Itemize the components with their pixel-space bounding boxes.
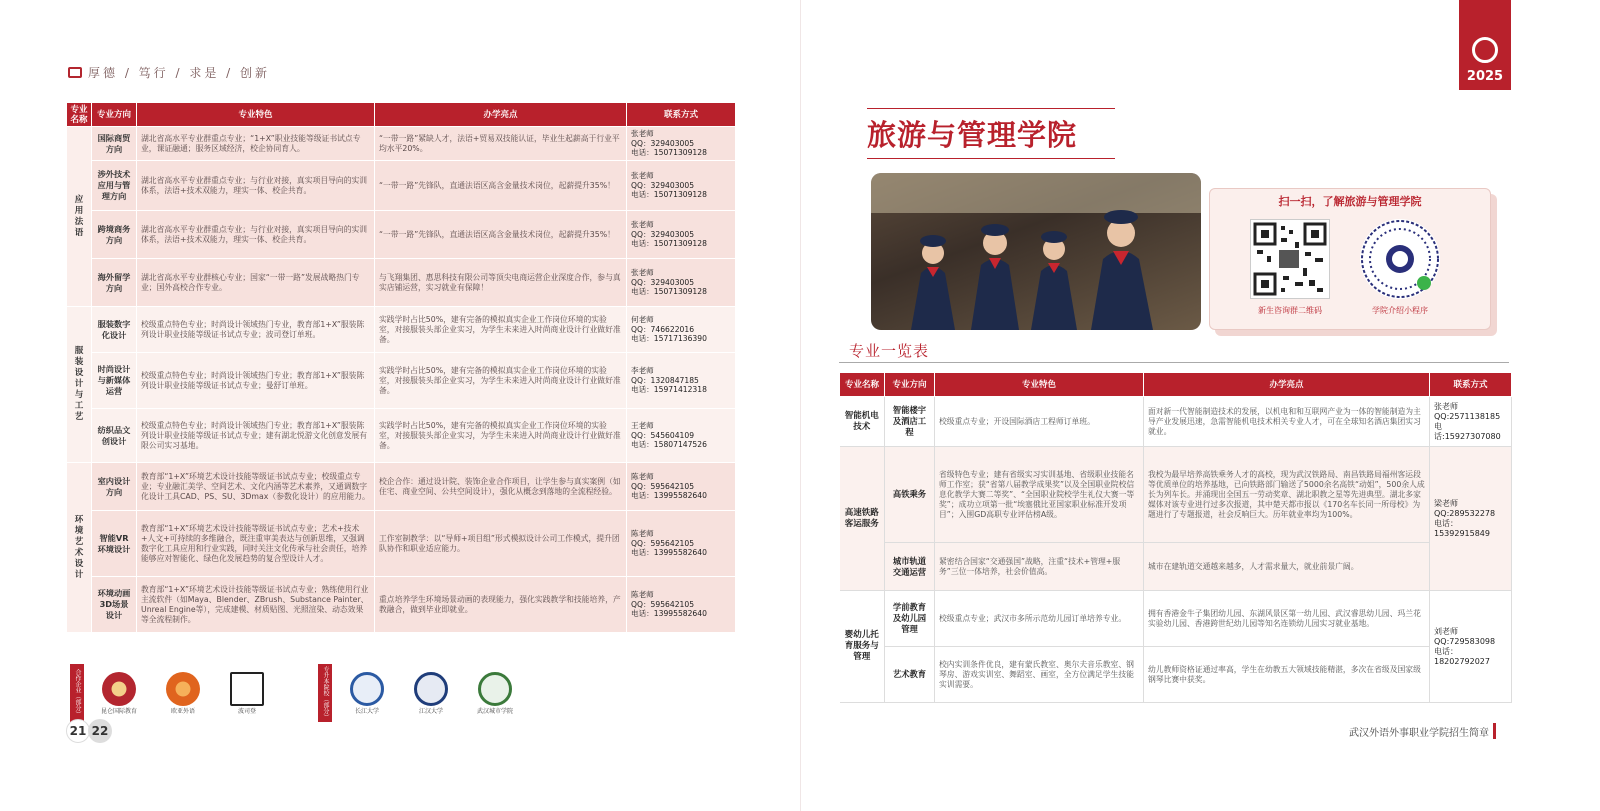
header-highlight: 办学亮点: [1144, 373, 1430, 397]
direction-cell: 学前教育及幼儿园管理: [885, 591, 935, 647]
contact-cell: 何老师 QQ：746622016 电话：15717136390: [627, 307, 736, 353]
university-name: 江汉大学: [418, 707, 443, 715]
direction-cell: 时尚设计与新媒体运营: [92, 353, 137, 409]
partner-logo: [218, 672, 276, 715]
direction-cell: 智能楼宇及酒店工程: [885, 397, 935, 447]
book-icon: [68, 67, 82, 78]
feature-cell: 校内实训条件优良，建有蒙氏教室、奥尔夫音乐教室、钢琴房、游戏实训室、舞蹈室、画室，全方位满足学生技能实训需要。: [935, 647, 1144, 703]
highlight-cell: 实践学时占比50%，建有完备的模拟真实企业工作岗位环境的实验室，对接服装头部企业实习，为学生未来进入时尚商业设计行业做好准备。: [375, 409, 627, 463]
highlight-cell: 面对新一代智能制造技术的发展，以机电和和互联网产业为一体的智能制造为主导产业发展迅速，急需智能机电技术相关专业人才，可在全球知名酒店集团实习就业。: [1144, 397, 1430, 447]
feature-cell: 湖北省高水平专业群重点专业；与行业对接，真实项目导向的实训体系，法语+技术双能力，理实一体、校企共育。: [137, 211, 375, 259]
bosideng-logo-icon: [230, 672, 264, 706]
partners-label: 合作企业（部分）: [70, 664, 84, 722]
year-badge: [1459, 0, 1511, 90]
contact-cell: 梁老师 QQ:289532278 电话： 15392915849: [1430, 447, 1512, 591]
wechat-group-qr-icon[interactable]: [1250, 219, 1330, 299]
left-program-table: [66, 102, 736, 633]
direction-cell: 室内设计方向: [92, 463, 137, 511]
university-logo: [402, 672, 460, 715]
major-name: 服装设计与工艺: [67, 307, 92, 463]
highlight-cell: “一带一路”先锋队，直通法语区高含金量技术岗位，起薪提升35%！: [375, 161, 627, 211]
program-list-subtitle: 专业一览表: [849, 342, 930, 360]
table-row: [67, 259, 736, 307]
contact-cell: 李老师 QQ：1320847185 电话：15971412318: [627, 353, 736, 409]
contact-cell: 张老师 QQ：329403005 电话：15071309128: [627, 161, 736, 211]
partner-name: 欧亚外语: [170, 707, 195, 715]
contact-cell: 陈老师 QQ：595642105 电话：13995582640: [627, 463, 736, 511]
highlight-cell: 实践学时占比50%，建有完备的模拟真实企业工作岗位环境的实验室，对接服装头部企业实习，为学生未来进入时尚商业设计行业做好准备。: [375, 353, 627, 409]
universities-label: 专升本院校（部分）: [318, 664, 332, 722]
badge-year: 2025: [1466, 69, 1504, 84]
ouya-logo-icon: [166, 672, 200, 706]
table-row: [840, 447, 1512, 543]
wuhan-city-college-seal-icon: [478, 672, 512, 706]
direction-cell: 城市轨道交通运营: [885, 543, 935, 591]
feature-cell: 校级重点专业；武汉市多所示范幼儿园订单培养专业。: [935, 591, 1144, 647]
feature-cell: 湖北省高水平专业群核心专业；国家“一带一路”发展战略热门专业；国外高校合作专业。: [137, 259, 375, 307]
page-footer: [1349, 723, 1496, 739]
qr-panel-title: 扫一扫，了解旅游与管理学院: [1278, 195, 1422, 208]
major-name: 环境艺术设计: [67, 463, 92, 633]
page-number-left: 21: [66, 719, 90, 743]
partner-name: 昆仑国际教育: [100, 707, 137, 715]
qr-caption-group: 新生咨询群二维码: [1258, 306, 1322, 315]
right-program-table: [839, 372, 1512, 703]
direction-cell: 纺织品文创设计: [92, 409, 137, 463]
table-row: [67, 127, 736, 161]
contact-cell: 张老师 QQ：329403005 电话：15071309128: [627, 259, 736, 307]
direction-cell: 高铁乘务: [885, 447, 935, 543]
table-row: [67, 577, 736, 633]
university-logo: [466, 672, 524, 715]
table-row: [840, 543, 1512, 591]
qr-code-panel: [1209, 188, 1491, 330]
header-major: 专业名称: [67, 103, 92, 127]
university-logo: [338, 672, 396, 715]
contact-cell: 陈老师 QQ：595642105 电话：13995582640: [627, 577, 736, 633]
highlight-cell: 实践学时占比50%，建有完备的模拟真实企业工作岗位环境的实验室，对接服装头部企业实习，为学生未来进入时尚商业设计行业做好准备。: [375, 307, 627, 353]
feature-cell: 省级特色专业；建有省级实习实训基地、省级职业技能名师工作室；获“省第八届教学成果奖”以及全国职业院校信息化教学大赛二等奖”、“全国职业院校学生礼仪大赛一等奖”；成功立项第一批“埃塞俄比亚国家职业标准开发项目”；入围GD高职专业评估榜A级。: [935, 447, 1144, 543]
college-title: 旅游与管理学院: [867, 108, 1115, 159]
direction-cell: 海外留学方向: [92, 259, 137, 307]
major-name: 智能机电技术: [840, 397, 885, 447]
direction-cell: 环境动画3D场景设计: [92, 577, 137, 633]
footer-accent-bar: [1493, 723, 1496, 739]
highlight-cell: “一带一路”紧缺人才，法语+贸易双技能认证，毕业生起薪高于行业平均水平20%。: [375, 127, 627, 161]
feature-cell: 教育部“1+X”环境艺术设计技能等级证书试点专业；艺术+技术+人文+可持续的多维融合，既注重审美表达与创新思维，又强调数字化工具应用和行业实践，同时关注文化传承与社会责任，培养能够应对智能化、绿色化发展趋势的复合型设计人才。: [137, 511, 375, 577]
footer-text: 武汉外语外事职业学院招生简章: [1349, 727, 1489, 739]
partner-logo: [90, 672, 148, 715]
table-row: [67, 409, 736, 463]
page-numbers: [66, 719, 112, 743]
contact-cell: 王老师 QQ：545604109 电话：15807147526: [627, 409, 736, 463]
header-feature: 专业特色: [935, 373, 1144, 397]
header-direction: 专业方向: [885, 373, 935, 397]
direction-cell: 涉外技术应用与管理方向: [92, 161, 137, 211]
highlight-cell: 我校为最早培养高铁乘务人才的高校，现为武汉铁路局、南昌铁路局福州客运段等优质单位的培养基地，已向铁路部门输送了5000余名高铁“动姐”，500余人成长为列车长。并涌现出全国五一劳动奖章、湖北职教之星等先进典型。湖北多家媒体对该专业进行过多次报道，其中楚天都市报以《170名车长同一所母校》为题进行了专题报道，社会反响巨大。历年就业率均为100%。: [1144, 447, 1430, 543]
school-motto: [68, 64, 270, 81]
contact-cell: 刘老师 QQ:729583098 电话： 18202792027: [1430, 591, 1512, 703]
table-row: [67, 511, 736, 577]
motto-text: 厚德 / 笃行 / 求是 / 创新: [88, 66, 271, 80]
direction-cell: 服装数字化设计: [92, 307, 137, 353]
partner-logos: [70, 664, 524, 722]
header-contact: 联系方式: [627, 103, 736, 127]
direction-cell: 跨境商务方向: [92, 211, 137, 259]
page-number-right: 22: [88, 719, 112, 743]
table-row: [67, 307, 736, 353]
major-name: 应用法语: [67, 127, 92, 307]
table-row: [67, 353, 736, 409]
school-emblem-icon: [1472, 37, 1498, 63]
table-row: [67, 463, 736, 511]
right-page: [800, 0, 1600, 811]
header-highlight: 办学亮点: [375, 103, 627, 127]
table-row: [67, 161, 736, 211]
feature-cell: 紧密结合国家“交通强国”战略，注重“技术+管理+服务”三位一体培养，社会价值高。: [935, 543, 1144, 591]
highlight-cell: 校企合作：通过设计院、装饰企业合作项目，让学生参与真实案例（如住宅、商业空间、公共空间设计），强化从概念到落地的全流程经验。: [375, 463, 627, 511]
highlight-cell: 工作室制教学：以“导师+项目组”形式模拟设计公司工作模式，提升团队协作和职业适应能力。: [375, 511, 627, 577]
table-row: [840, 397, 1512, 447]
university-name: 武汉城市学院: [476, 707, 513, 715]
feature-cell: 校级重点特色专业；时尚设计领域热门专业；教育部1+X”服装陈列设计职业技能等级证书试点专业；建有湖北悦游文化创意发展有限公司实习基地。: [137, 409, 375, 463]
header-major: 专业名称: [840, 373, 885, 397]
highlight-cell: 幼儿教师资格证通过率高，学生在幼教五大领域技能精湛，多次在省级及国家级钢琴比赛中获奖。: [1144, 647, 1430, 703]
yangtze-university-seal-icon: [350, 672, 384, 706]
feature-cell: 校级重点专业；开设国际酒店工程师订单班。: [935, 397, 1144, 447]
highlight-cell: 城市在建轨道交通越来越多，人才需求量大，就业前景广阔。: [1144, 543, 1430, 591]
header-feature: 专业特色: [137, 103, 375, 127]
partner-name: 波司登: [237, 707, 256, 715]
feature-cell: 校级重点特色专业；时尚设计领域热门专业；教育部1+X”服装陈列设计职业技能等级证书试点专业；曼舒订单班。: [137, 353, 375, 409]
header-direction: 专业方向: [92, 103, 137, 127]
university-name: 长江大学: [354, 707, 379, 715]
mini-program-code-icon[interactable]: [1360, 219, 1440, 299]
contact-cell: 陈老师 QQ：595642105 电话：13995582640: [627, 511, 736, 577]
feature-cell: 教育部“1+X”环境艺术设计技能等级证书试点专业；熟练使用行业主流软件（如Maya、Blender、ZBrush、Substance Painter、Unreal Engine等），完成建模、材质贴图、光照渲染、动态效果等全流程制作。: [137, 577, 375, 633]
major-name: 高速铁路客运服务: [840, 447, 885, 591]
table-row: [840, 591, 1512, 647]
qr-caption-miniprogram: 学院介绍小程序: [1372, 306, 1428, 315]
highlight-cell: “一带一路”先锋队，直通法语区高含金量技术岗位，起薪提升35%！: [375, 211, 627, 259]
contact-cell: 张老师 QQ：329403005 电话：15071309128: [627, 127, 736, 161]
feature-cell: 湖北省高水平专业群重点专业；“1+X”职业技能等级证书试点专业，课证融通；服务区域经济，校企协同育人。: [137, 127, 375, 161]
table-row: [67, 211, 736, 259]
jianghan-university-seal-icon: [414, 672, 448, 706]
major-name: 婴幼儿托育服务与管理: [840, 591, 885, 703]
contact-cell: 张老师 QQ:2571138185 电话:15927307080: [1430, 397, 1512, 447]
feature-cell: 教育部“1+X”环境艺术设计技能等级证书试点专业；校级重点专业；专业融汇美学、空间艺术、文化内涵等艺术素养，又通调数字化设计工具CAD、PS、SU、3Dmax（参数化设计）的应用能力。: [137, 463, 375, 511]
subtitle-divider: [839, 362, 1509, 363]
partner-logo: [154, 672, 212, 715]
contact-cell: 张老师 QQ：329403005 电话：15071309128: [627, 211, 736, 259]
direction-cell: 智能VR环境设计: [92, 511, 137, 577]
highlight-cell: 重点培养学生环境场景动画的表现能力，强化实践教学和技能培养，产教融合，做到毕业即就业。: [375, 577, 627, 633]
flight-attendants-photo: [871, 173, 1201, 330]
table-row: [840, 647, 1512, 703]
feature-cell: 湖北省高水平专业群重点专业；与行业对接，真实项目导向的实训体系，法语+技术双能力，理实一体、校企共育。: [137, 161, 375, 211]
feature-cell: 校级重点特色专业；时尚设计领域热门专业，教育部1+X”服装陈列设计职业技能等级证书试点专业；波司登订单班。: [137, 307, 375, 353]
highlight-cell: 与飞翔集团、惠思科技有限公司等顶尖电商运营企业深度合作，参与真实店铺运营，实习就业有保障！: [375, 259, 627, 307]
kunlun-logo-icon: [102, 672, 136, 706]
direction-cell: 艺术教育: [885, 647, 935, 703]
header-contact: 联系方式: [1430, 373, 1512, 397]
direction-cell: 国际商贸方向: [92, 127, 137, 161]
highlight-cell: 拥有香港金牛子集团幼儿园、东湖风景区第一幼儿园、武汉睿思幼儿园、玛兰花实验幼儿园、香港跨世纪幼儿园等知名连锁幼儿园实习就业基地。: [1144, 591, 1430, 647]
